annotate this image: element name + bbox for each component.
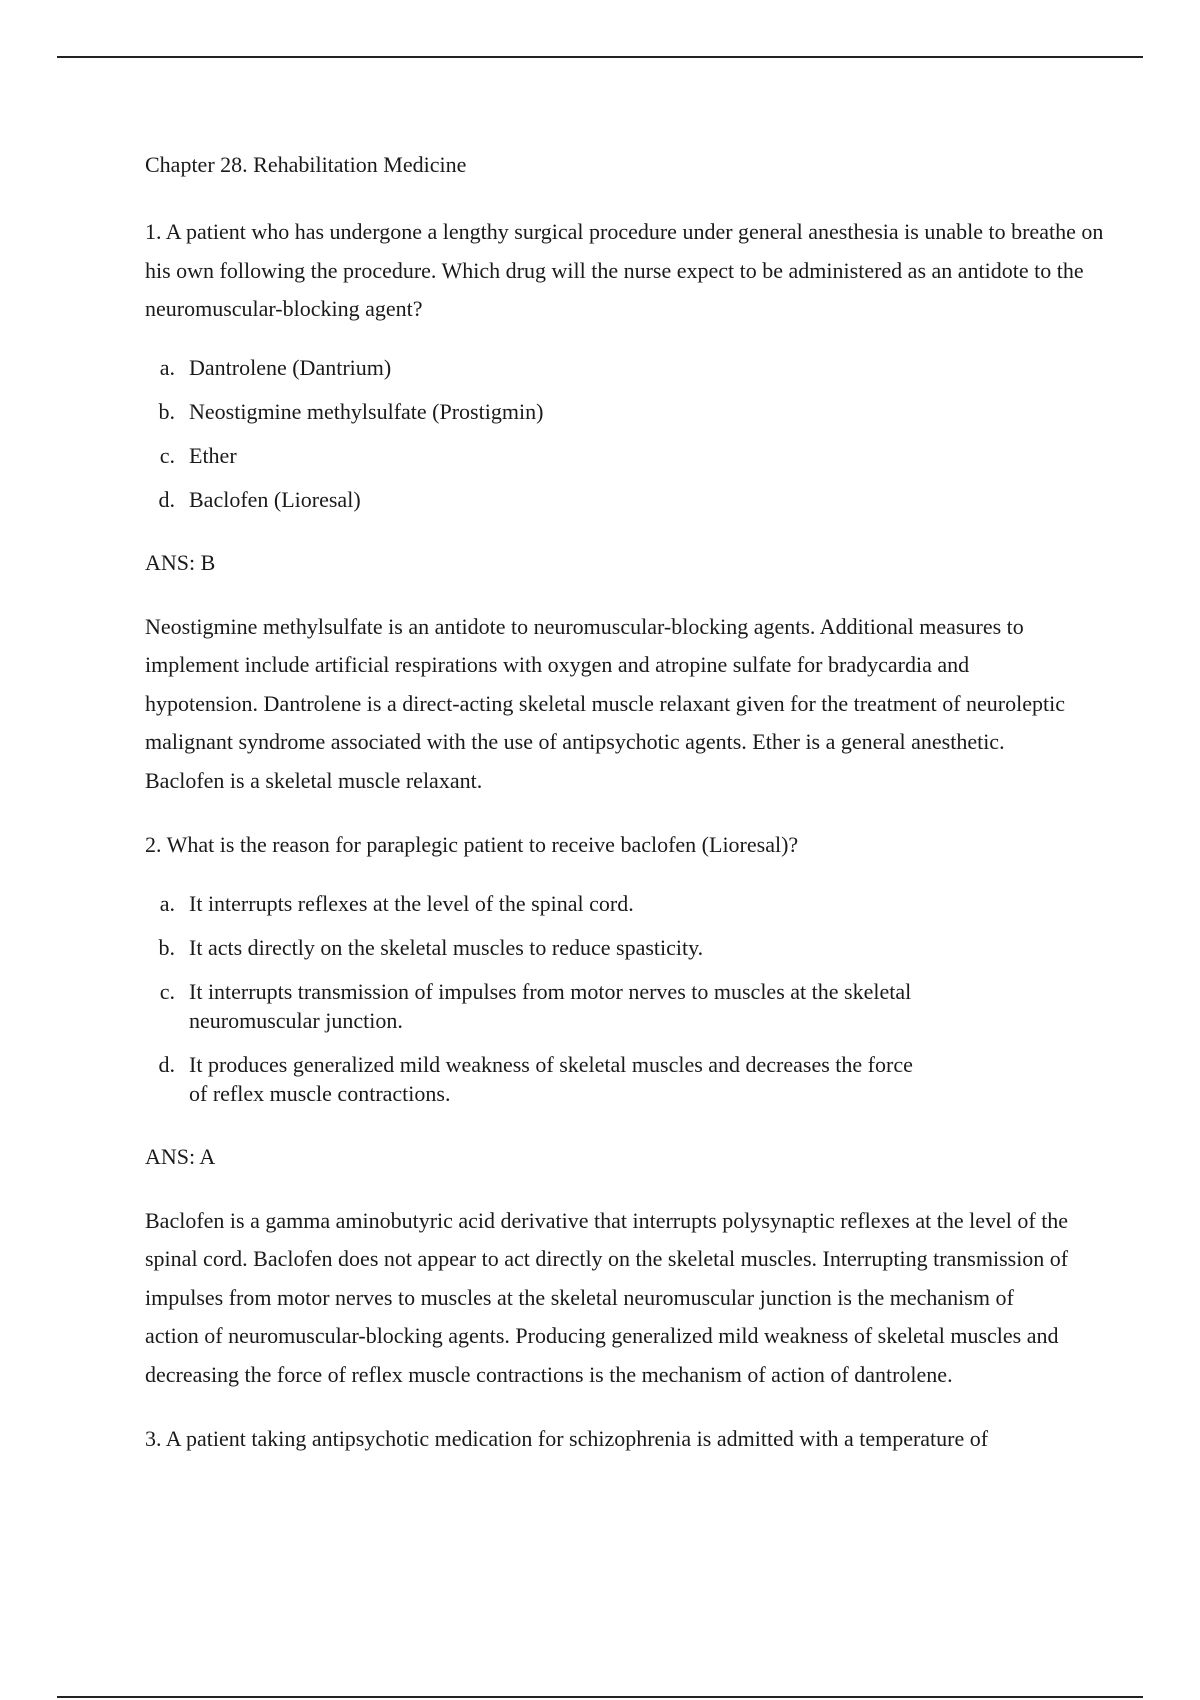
bottom-divider: [57, 1696, 1143, 1698]
chapter-title: Chapter 28. Rehabilitation Medicine: [145, 152, 467, 177]
question-1-answer: ANS: B: [145, 549, 216, 575]
option-item: [145, 353, 1105, 382]
option-item: [145, 441, 1105, 470]
option-text: Neostigmine methylsulfate (Prostigmin): [189, 398, 544, 424]
question-2-stem: 2. What is the reason for paraplegic patient to receive baclofen (Lioresal)?: [145, 832, 799, 857]
option-letter: b.: [158, 398, 175, 424]
option-item: [145, 1050, 1105, 1108]
question-1-rationale: Neostigmine methylsulfate is an antidote to neuromuscular-blocking agents. Additional measures to implement include artificial respirations with oxygen and atropine sulfate for bradycardia and hypotension. Dantrolene is a direct-acting skeletal muscle relaxant given for the treatment of neuroleptic malignant syndrome associated with the use of antipsychotic agents. Ether is a general anesthetic. Baclofen is a skeletal muscle relaxant.: [145, 613, 1065, 793]
option-letter: d.: [158, 486, 175, 512]
option-letter: c.: [159, 442, 175, 468]
option-text: It interrupts transmission of impulses from motor nerves to muscles at the skeletal neuromuscular junction.: [189, 978, 912, 1033]
top-divider: [57, 56, 1143, 58]
option-item: [145, 889, 1105, 918]
option-item: [145, 397, 1105, 426]
option-text: It produces generalized mild weakness of skeletal muscles and decreases the force of reflex muscle contractions.: [189, 1051, 913, 1106]
question-3-stem: 3. A patient taking antipsychotic medication for schizophrenia is admitted with a temperature of: [145, 1426, 989, 1451]
option-text: Dantrolene (Dantrium): [189, 354, 392, 380]
option-item: [145, 485, 1105, 514]
question-2-rationale: Baclofen is a gamma aminobutyric acid derivative that interrupts polysynaptic reflexes at the level of the spinal cord. Baclofen does not appear to act directly on the skeletal muscles. Interrupting transmission of impulses from motor nerves to muscles at the skeletal neuromuscular junction is the mechanism of action of neuromuscular-blocking agents. Producing generalized mild weakness of skeletal muscles and decreasing the force of reflex muscle contractions is the mechanism of action of dantrolene.: [145, 1207, 1069, 1387]
option-letter: c.: [159, 978, 175, 1004]
option-item: [145, 933, 1105, 962]
option-text: It acts directly on the skeletal muscles to reduce spasticity.: [189, 934, 704, 960]
question-1-options: [145, 353, 1105, 514]
option-text: Ether: [189, 442, 237, 468]
option-letter: b.: [158, 934, 175, 960]
question-1-stem: 1. A patient who has undergone a lengthy surgical procedure under general anesthesia is unable to breathe on his own following the procedure. Which drug will the nurse expect to be administered as an antidote to the neuromuscular-blocking agent?: [145, 219, 1104, 321]
document-page: [145, 148, 1105, 1483]
option-letter: a.: [159, 890, 175, 916]
option-letter: a.: [159, 354, 175, 380]
option-text: It interrupts reflexes at the level of the spinal cord.: [189, 890, 634, 916]
option-item: [145, 977, 1105, 1035]
option-text: Baclofen (Lioresal): [189, 486, 361, 512]
option-letter: d.: [158, 1051, 175, 1077]
question-2-answer: ANS: A: [145, 1143, 216, 1169]
question-2-options: [145, 889, 1105, 1108]
